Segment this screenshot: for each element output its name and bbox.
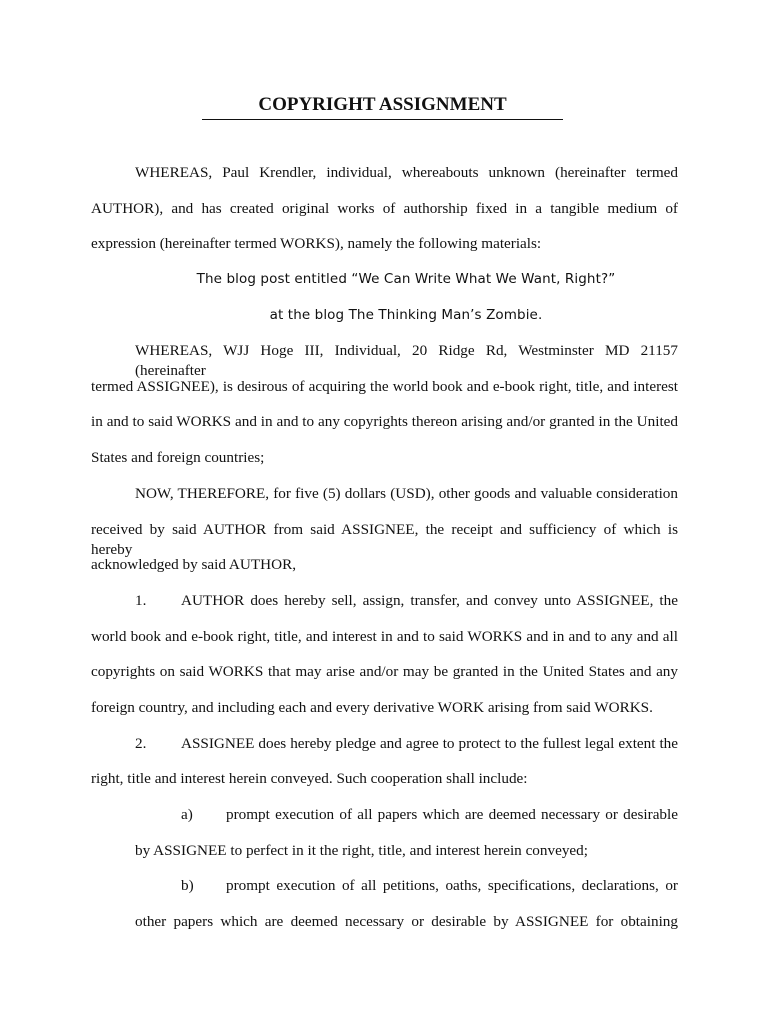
clause2-line1: ASSIGNEE does hereby pledge and agree to protect to the fullest legal extent the xyxy=(181,735,678,752)
item-b-line2: other papers which are deemed necessary or desirable by ASSIGNEE for obtaining xyxy=(135,913,678,930)
clause1-number: 1. xyxy=(135,592,147,609)
para3-line1: NOW, THEREFORE, for five (5) dollars (USD), other goods and valuable consideration xyxy=(135,485,678,502)
clause2-line2: right, title and interest herein conveyed. Such cooperation shall include: xyxy=(91,770,528,787)
para1-line2: AUTHOR), and has created original works of authorship fixed in a tangible medium of xyxy=(91,200,678,217)
para3-line2: received by said AUTHOR from said ASSIGNEE, the receipt and sufficiency of which is hereby xyxy=(91,521,678,558)
clause1-line1: AUTHOR does hereby sell, assign, transfer, and convey unto ASSIGNEE, the xyxy=(181,592,678,609)
item-a-marker: a) xyxy=(181,806,193,823)
para1-line1: WHEREAS, Paul Krendler, individual, whereabouts unknown (hereinafter termed xyxy=(135,164,678,181)
works-title-line: The blog post entitled “We Can Write What We Want, Right?” xyxy=(196,271,616,287)
clause2-number: 2. xyxy=(135,735,147,752)
document-title: COPYRIGHT ASSIGNMENT xyxy=(202,93,563,120)
para2-line1: WHEREAS, WJJ Hoge III, Individual, 20 Ridge Rd, Westminster MD 21157 (hereinafter xyxy=(135,342,678,379)
para2-line2: termed ASSIGNEE), is desirous of acquiring the world book and e-book right, title, and interest xyxy=(91,378,678,395)
para3-line3: acknowledged by said AUTHOR, xyxy=(91,556,296,573)
item-a-line1: prompt execution of all papers which are deemed necessary or desirable xyxy=(226,806,678,823)
clause1-line2: world book and e-book right, title, and interest in and to said WORKS and in and to any and all xyxy=(91,628,678,645)
item-b-marker: b) xyxy=(181,877,194,894)
works-blog-line: at the blog The Thinking Man’s Zombie. xyxy=(269,307,543,323)
para2-line4: States and foreign countries; xyxy=(91,449,265,466)
clause1-line3: copyrights on said WORKS that may arise and/or may be granted in the United States and any xyxy=(91,663,678,680)
para2-line3: in and to said WORKS and in and to any copyrights thereon arising and/or granted in the United xyxy=(91,413,678,430)
item-b-line1: prompt execution of all petitions, oaths, specifications, declarations, or xyxy=(226,877,678,894)
para1-line3: expression (hereinafter termed WORKS), namely the following materials: xyxy=(91,235,542,252)
clause1-line4: foreign country, and including each and every derivative WORK arising from said WORKS. xyxy=(91,699,653,716)
item-a-line2: by ASSIGNEE to perfect in it the right, title, and interest herein conveyed; xyxy=(135,842,588,859)
